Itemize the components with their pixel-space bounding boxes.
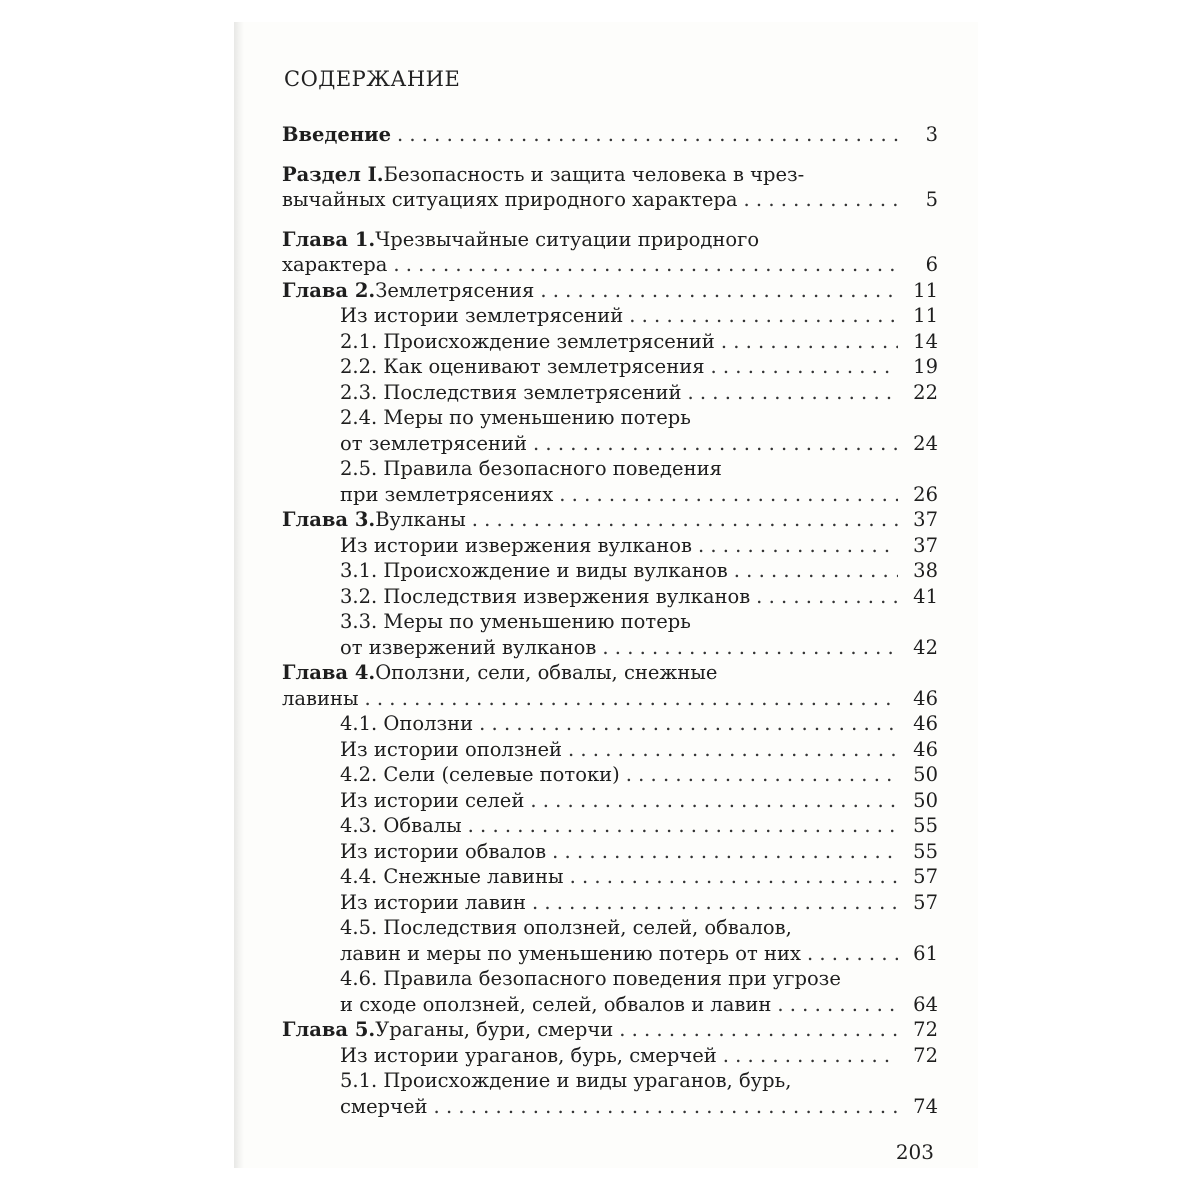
dot-leader	[626, 762, 898, 788]
toc-subentry	[282, 737, 938, 763]
toc-entry-text-cont: от землетрясений	[340, 431, 528, 455]
toc-entry-chapter-4	[282, 660, 938, 711]
toc-page-number: 24	[913, 431, 938, 455]
toc-entry-lead: Глава 4.	[282, 661, 376, 684]
dot-leader	[619, 1017, 898, 1043]
dot-leader	[602, 635, 898, 661]
toc-entry-text: Землетрясения	[375, 278, 535, 302]
toc-page-number: 37	[913, 533, 938, 557]
dot-leader	[723, 1043, 898, 1069]
toc-subentry	[282, 533, 938, 559]
toc-entry-lead: Глава 1.	[282, 227, 376, 251]
book-page	[234, 22, 978, 1168]
dot-leader	[552, 839, 898, 865]
dot-leader	[540, 278, 898, 304]
toc-entry-text: 3.2. Последствия извержения вулканов	[340, 584, 751, 608]
toc-page-number: 42	[913, 635, 938, 659]
toc-page-number: 26	[913, 482, 938, 506]
toc-subentry	[282, 558, 938, 584]
toc-subentry	[282, 380, 938, 406]
toc-page-number: 19	[913, 355, 938, 378]
toc-entry-text: 4.6. Правила безопасного поведения при угрозе	[340, 967, 841, 990]
toc-page-number: 64	[913, 992, 938, 1016]
toc-entry-text: 2.5. Правила безопасного поведения	[340, 457, 722, 480]
toc-entry-text: 4.4. Снежные лавины	[340, 865, 564, 888]
toc-page-number: 57	[913, 865, 938, 888]
toc-entry-text: 4.3. Обвалы	[340, 814, 462, 837]
toc-subentry	[282, 813, 938, 839]
toc-entry-lead: Глава 5.	[282, 1018, 376, 1041]
toc-entry-text: Из истории лавин	[340, 890, 526, 914]
dot-leader	[530, 788, 898, 814]
toc-entry-text: Чрезвычайные ситуации природного	[375, 227, 760, 251]
toc-entry-text: 2.3. Последствия землетрясений	[340, 380, 682, 404]
toc-subentry	[282, 890, 938, 916]
toc-entry-text: 4.1. Оползни	[340, 712, 474, 735]
toc-entry-text: Из истории селей	[340, 788, 525, 812]
toc-subentry	[282, 966, 938, 1017]
toc-subentry	[282, 839, 938, 865]
toc-entry-text: Из истории ураганов, бурь, смерчей	[340, 1043, 717, 1067]
toc-page-number: 14	[913, 329, 938, 353]
toc-entry-chapter-5	[282, 1017, 938, 1043]
toc-page-number: 11	[913, 304, 938, 327]
dot-leader	[365, 686, 898, 712]
toc-page-number: 72	[913, 1043, 938, 1067]
toc-entry-lead: Раздел I.	[282, 162, 384, 186]
toc-page-number: 46	[913, 712, 938, 735]
toc-page-number: 61	[913, 941, 938, 965]
toc-entry-chapter-1	[282, 227, 938, 278]
toc-subentry	[282, 329, 938, 355]
dot-leader	[397, 122, 898, 148]
toc-subentry	[282, 354, 938, 380]
dot-leader	[734, 558, 898, 584]
toc-page-number: 38	[913, 559, 938, 582]
toc-entry-text: Ураганы, бури, смерчи	[375, 1018, 614, 1041]
toc-page-number: 6	[925, 253, 938, 276]
toc-entry-text: Из истории извержения вулканов	[340, 533, 692, 557]
toc-entry-text: 2.1. Происхождение землетрясений	[340, 329, 715, 353]
toc-page-number: 46	[913, 737, 938, 761]
toc-page-number: 72	[913, 1018, 938, 1041]
toc-entry-chapter-3	[282, 507, 938, 533]
toc-subentry	[282, 915, 938, 966]
toc-page-number: 5	[925, 188, 938, 211]
toc-subentry	[282, 456, 938, 507]
toc-subentry	[282, 762, 938, 788]
toc-page-number: 57	[913, 890, 938, 914]
toc-page-number: 74	[913, 1094, 938, 1118]
toc-page-number: 50	[913, 763, 938, 786]
toc-entry-text: Оползни, сели, обвалы, снежные	[375, 661, 718, 684]
toc-entry-introduction	[282, 122, 938, 148]
dot-leader	[568, 737, 898, 763]
toc-entry-text: Из истории оползней	[340, 737, 562, 761]
page-edge-shadow	[234, 22, 244, 1168]
toc-entry-text-cont: вычайных ситуациях природного характера	[282, 188, 738, 211]
toc-subentry	[282, 711, 938, 737]
dot-leader	[711, 354, 899, 380]
dot-leader	[434, 1094, 898, 1120]
toc-page-number: 46	[913, 686, 938, 710]
dot-leader	[570, 864, 898, 890]
dot-leader	[777, 992, 898, 1018]
toc-page-number: 55	[913, 814, 938, 837]
toc-subentry	[282, 584, 938, 610]
toc-subentry	[282, 864, 938, 890]
dot-leader	[468, 813, 898, 839]
toc-entry-text: 4.5. Последствия оползней, селей, обвалов,	[340, 916, 792, 939]
toc-subentry	[282, 1043, 938, 1069]
table-of-contents	[282, 122, 938, 1119]
toc-entry-text-cont: и сходе оползней, селей, обвалов и лавин	[340, 992, 772, 1016]
dot-leader	[721, 329, 898, 355]
toc-page-number: 41	[913, 584, 938, 608]
dot-leader	[533, 431, 898, 457]
toc-entry-text: Из истории обвалов	[340, 839, 547, 863]
toc-entry-text-cont: характера	[282, 253, 388, 276]
dot-leader	[479, 711, 898, 737]
toc-subentry	[282, 405, 938, 456]
toc-entry-text: 3.1. Происхождение и виды вулканов	[340, 559, 728, 582]
toc-entry-text: Вулканы	[375, 508, 466, 531]
toc-entry-lead: Глава 3.	[282, 508, 376, 531]
toc-entry-text-cont: смерчей	[340, 1094, 428, 1118]
toc-page-number: 55	[913, 839, 938, 863]
dot-leader	[688, 380, 899, 406]
toc-entry-text: 3.3. Меры по уменьшению потерь	[340, 610, 691, 633]
toc-entry-lead: Введение	[282, 123, 391, 146]
toc-entry-text: Безопасность и защита человека в чрез-	[383, 162, 805, 186]
toc-page-number: 3	[925, 123, 938, 146]
toc-subentry	[282, 303, 938, 329]
dot-leader	[393, 252, 898, 278]
toc-entry-text-cont: лавины	[282, 686, 359, 710]
dot-leader	[532, 890, 898, 916]
toc-entry-text: 2.2. Как оценивают землетрясения	[340, 355, 705, 378]
toc-subentry	[282, 609, 938, 660]
dot-leader	[698, 533, 898, 559]
toc-page-number: 37	[913, 508, 938, 531]
toc-entry-text-cont: при землетрясениях	[340, 482, 554, 506]
toc-entry-section-1	[282, 162, 938, 213]
toc-subentry	[282, 788, 938, 814]
page-number: 203	[895, 1140, 934, 1164]
dot-leader	[629, 303, 898, 329]
toc-entry-text: 4.2. Сели (селевые потоки)	[340, 763, 620, 786]
toc-entry-text-cont: от извержений вулканов	[340, 635, 597, 659]
dot-leader	[807, 941, 898, 967]
toc-entry-text: 5.1. Происхождение и виды ураганов, бурь,	[340, 1069, 792, 1092]
toc-entry-lead: Глава 2.	[282, 278, 376, 302]
toc-entry-text-cont: лавин и меры по уменьшению потерь от них	[340, 941, 801, 965]
dot-leader	[744, 187, 898, 213]
toc-page-number: 11	[913, 278, 938, 302]
page-title: СОДЕРЖАНИЕ	[284, 67, 461, 91]
toc-page-number: 22	[913, 380, 938, 404]
dot-leader	[472, 507, 898, 533]
toc-subentry	[282, 1068, 938, 1119]
dot-leader	[559, 482, 898, 508]
toc-entry-chapter-2	[282, 278, 938, 304]
toc-entry-text: Из истории землетрясений	[340, 304, 624, 327]
toc-entry-text: 2.4. Меры по уменьшению потерь	[340, 406, 691, 429]
dot-leader	[756, 584, 898, 610]
toc-page-number: 50	[913, 788, 938, 812]
